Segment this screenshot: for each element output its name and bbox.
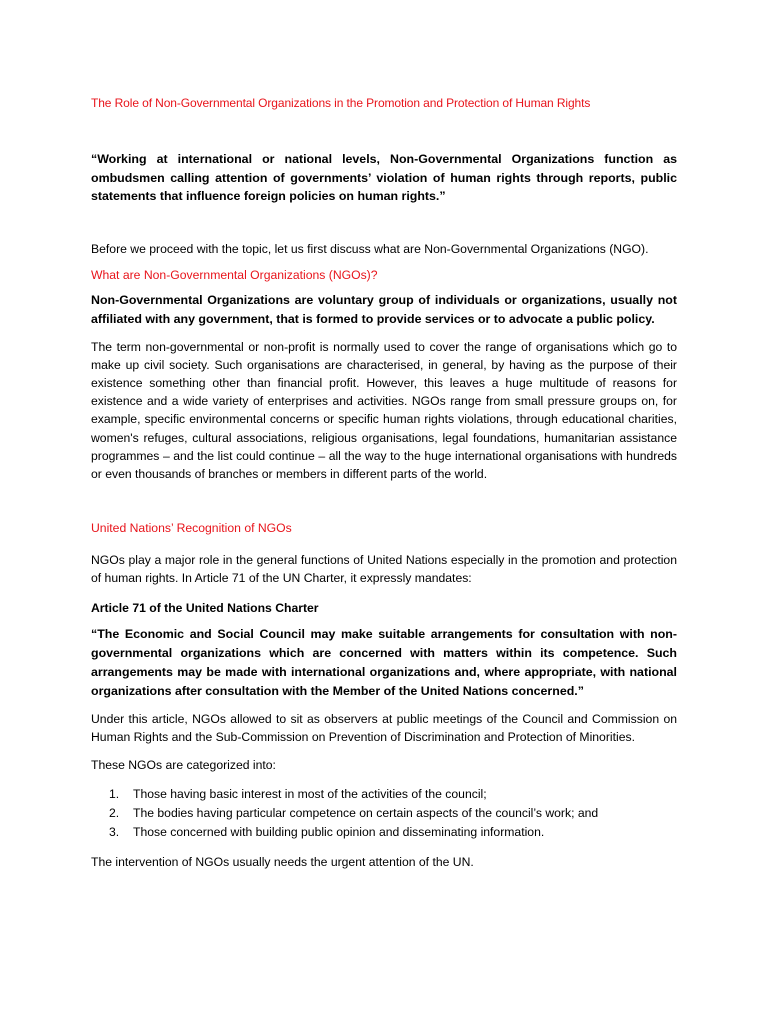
list-item-number: 3. [109, 824, 120, 839]
list-item [91, 785, 677, 804]
closing-paragraph: The intervention of NGOs usually needs the urgent attention of the UN. [91, 854, 474, 869]
list-item-number: 1. [109, 786, 120, 801]
categories-intro: These NGOs are categorized into: [91, 757, 276, 772]
section-heading-un-recognition: United Nations’ Recognition of NGOs [91, 521, 292, 536]
un-role-paragraph: NGOs play a major role in the general functions of United Nations especially in the promotion and protection of human rights. In Article 71 of the UN Charter, it expressly mandates: [91, 553, 677, 586]
categories-list [91, 785, 677, 842]
document-title: The Role of Non-Governmental Organizations in the Promotion and Protection of Human Rights [91, 96, 591, 110]
list-item [91, 804, 677, 823]
list-item-text: The bodies having particular competence on certain aspects of the council’s work; and [133, 805, 599, 820]
article-71-quote: “The Economic and Social Council may make suitable arrangements for consultation with non-governmental organizations which are concerned with matters within its competence. Such arrangements may be made with international organizations and, where appropriate, with national organizations after consultation with the Member of the United Nations concerned.” [91, 626, 677, 698]
opening-quote: “Working at international or national levels, Non-Governmental Organizations function as ombudsmen calling attention of governments’ violation of human rights through reports, public statements that influence foreign policies on human rights.” [91, 152, 677, 203]
list-item [91, 823, 677, 842]
observer-paragraph: Under this article, NGOs allowed to sit as observers at public meetings of the Council and Commission on Human Rights and the Sub-Commission on Prevention of Discrimination and Protection of Minorities. [91, 711, 677, 745]
ngo-description-paragraph: The term non-governmental or non-profit is normally used to cover the range of organisations which go to make up civil society. Such organisations are characterised, in general, by having as the purpose of their existence something other than financial profit. However, this leaves a huge multitude of reasons for existence and a wide variety of enterprises and activities. NGOs range from small pressure groups on, for example, specific environmental concerns or specific human rights violations, through educational charities, women's refuges, cultural associations, religious organisations, legal foundations, humanitarian assistance programmes – and the list could continue – all the way to the huge international organisations with hundreds or even thousands of branches or members in different parts of the world. [91, 339, 677, 481]
list-item-text: Those having basic interest in most of the activities of the council; [133, 786, 487, 801]
ngo-definition: Non-Governmental Organizations are voluntary group of individuals or organizations, usually not affiliated with any government, that is formed to provide services or to advocate a public policy. [91, 292, 677, 326]
list-item-number: 2. [109, 805, 120, 820]
intro-paragraph: Before we proceed with the topic, let us first discuss what are Non-Governmental Organizations (NGO). [91, 241, 649, 256]
article-71-subheading: Article 71 of the United Nations Charter [91, 600, 319, 615]
list-item-text: Those concerned with building public opinion and disseminating information. [133, 824, 545, 839]
section-heading-what-are-ngos: What are Non-Governmental Organizations (NGOs)? [91, 267, 378, 282]
